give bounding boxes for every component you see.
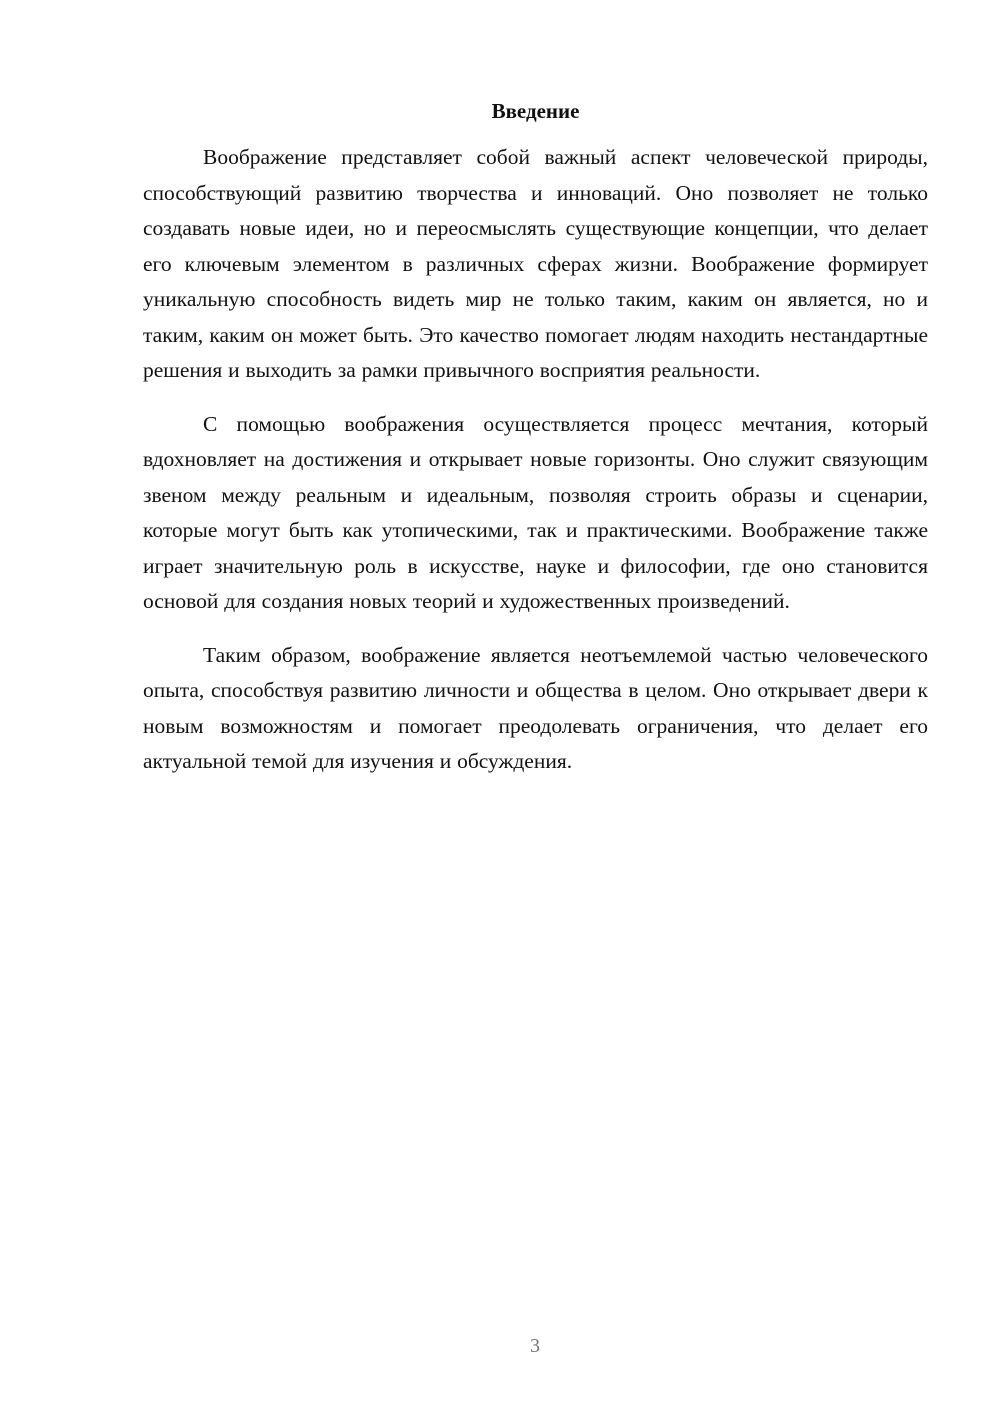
paragraph-1: Воображение представляет собой важный аспект человеческой природы, способствующий развитию творчества и инноваций. Оно позволяет не только создавать новые идеи, но и переосмыслять существующие концепции, что делает его ключевым элементом в различных сферах жизни. Воображение формирует уникальную способность видеть мир не только таким, каким он является, но и таким, каким он может быть. Это качество помогает людям находить нестандартные решения и выходить за рамки привычного восприятия реальности. <box>143 145 928 382</box>
document-body <box>143 140 928 798</box>
page-number: 3 <box>530 1335 540 1357</box>
paragraph-2: С помощью воображения осуществляется процесс мечтания, который вдохновляет на достижения и открывает новые горизонты. Оно служит связующим звеном между реальным и идеальным, позволяя строить образы и сценарии, которые могут быть как утопическими, так и практическими. Воображение также играет значительную роль в искусстве, науке и философии, где оно становится основой для создания новых теорий и художественных произведений. <box>143 411 928 613</box>
paragraph-3: Таким образом, воображение является неотъемлемой частью человеческого опыта, способствуя развитию личности и общества в целом. Оно открывает двери к новым возможностям и помогает преодолевать ограничения, что делает его актуальной темой для изучения и обсуждения. <box>143 642 928 773</box>
section-heading: Введение <box>491 99 580 123</box>
